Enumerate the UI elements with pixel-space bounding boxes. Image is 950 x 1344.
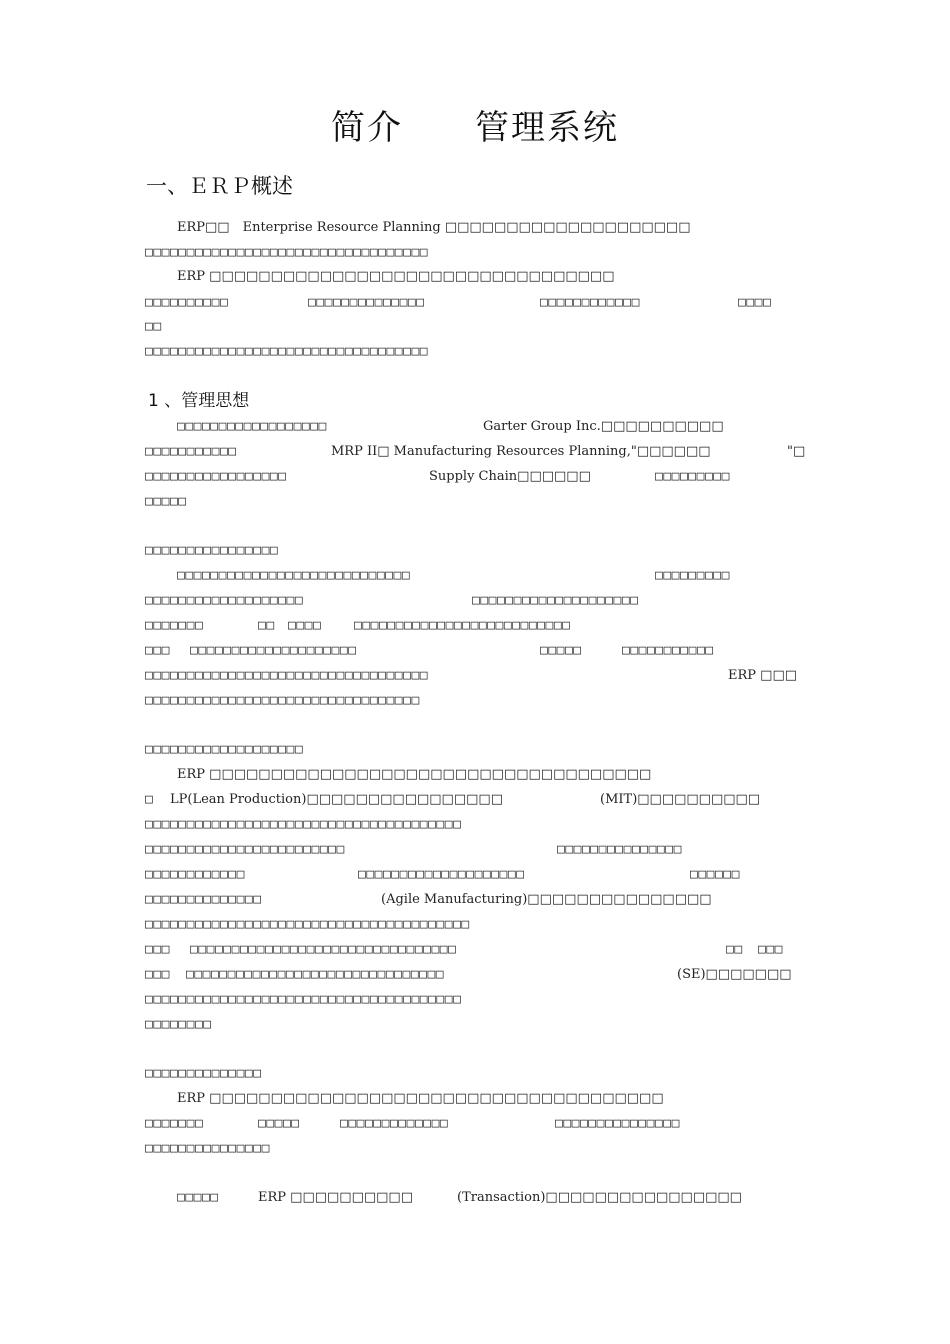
- text-line: □□□□: [738, 295, 772, 310]
- text-line: □□□□□□□□□□□□□□□□□□□□□□□□□□□□□□□□□□□□□□: [145, 817, 462, 832]
- text-line: □□□: [145, 643, 170, 658]
- text-line: □□□□□□□□□□□□□□□□□□□□□□□□: [145, 842, 345, 857]
- text-line: □□□□□: [540, 643, 582, 658]
- text-line: □□□: [145, 942, 170, 957]
- text-line: □□□: [758, 942, 783, 957]
- text-line: (MIT)□□□□□□□□□□: [600, 792, 761, 807]
- text-line: □□□□□□□□□□□□□□□□□□□□□□□□□□□□□□□: [186, 967, 445, 982]
- text-line: □: [145, 792, 154, 807]
- text-line: □□□□□□□□□□□□□: [340, 1116, 449, 1131]
- text-line: Garter Group Inc.□□□□□□□□□□: [483, 419, 724, 434]
- text-line: (Transaction)□□□□□□□□□□□□□□□□: [457, 1190, 742, 1205]
- text-line: (SE)□□□□□□□: [677, 967, 792, 982]
- text-line: Supply Chain□□□□□□: [429, 469, 591, 484]
- text-line: ERP □□□□□□□□□□: [258, 1190, 413, 1205]
- text-line: □□□□□□□□□□: [145, 295, 229, 310]
- text-line: □□□□□□□□□□□□□□□□□□□□□□□□□□□□: [177, 568, 411, 583]
- text-line: □□□□□□□□□□□□□□□□□□□□□□□□□□□□□□□□□□: [145, 245, 429, 260]
- text-line: □□□□□□□□□□□: [145, 444, 237, 459]
- text-line: □□□□□□□: [145, 618, 204, 633]
- text-line: □□□□□□□□□□□: [622, 643, 714, 658]
- text-line: ERP □□□□□□□□□□□□□□□□□□□□□□□□□□□□□□□□□□□□: [177, 767, 652, 782]
- text-line: □□□□□□□□□□□□□□□□□□□□□□□□□□□□□□□□□□□□□□□: [145, 917, 470, 932]
- text-line: □□: [258, 618, 275, 633]
- text-line: □□□□□□□□□□□□□□□□□□□: [145, 742, 304, 757]
- text-line: □□□□□□: [690, 867, 740, 882]
- text-line: □□□□□□□□□□□□□□□□□□□□□□□□□□□□□□□□□□: [145, 344, 429, 359]
- text-line: □□□□□□□□□□□□□□□□: [145, 543, 279, 558]
- text-line: □□□□□□□□□□□□□□□□□□□: [145, 593, 304, 608]
- text-line: ERP □□□□□□□□□□□□□□□□□□□□□□□□□□□□□□□□□: [177, 269, 615, 284]
- subsection-heading: 1 、管理思想: [148, 391, 250, 411]
- text-line: □□□□□: [145, 494, 187, 509]
- document-title: 简介 管理系统: [331, 108, 619, 148]
- text-line: (Agile Manufacturing)□□□□□□□□□□□□□□□: [381, 892, 712, 907]
- text-line: □□□□□□□□□□□□□□□□□□: [177, 419, 327, 434]
- text-line: □□□□□□□□□□□□□□□: [145, 1141, 270, 1156]
- text-line: □□□□□□□□□□□□□□: [145, 892, 262, 907]
- text-line: "□: [787, 444, 806, 459]
- text-line: □□□□□: [258, 1116, 300, 1131]
- text-line: ERP□□ Enterprise Resource Planning □□□□□□□□□□□□□□□□□□□□: [177, 220, 691, 235]
- text-line: ERP □□□: [728, 668, 798, 683]
- text-line: □□□□□□□□□□□□: [540, 295, 640, 310]
- text-line: □□□□□□□□□: [655, 469, 730, 484]
- text-line: □□□: [145, 967, 170, 982]
- text-line: □□□□□: [177, 1190, 219, 1205]
- text-line: □□□□□□□□□□□□: [145, 867, 245, 882]
- text-line: MRP II□ Manufacturing Resources Planning,"□□□□□□: [331, 444, 711, 459]
- text-line: □□□□□□□□□□□□□□□□□□□□□□□□□□□□□□□□□: [145, 693, 420, 708]
- section-heading: 一、ＥＲＰ概述: [146, 174, 293, 198]
- text-line: □□□□□□□: [145, 1116, 204, 1131]
- text-line: □□□□□□□□□□□□□□□□□: [145, 469, 287, 484]
- text-line: □□□□□□□□□□□□□□: [308, 295, 425, 310]
- text-line: LP(Lean Production)□□□□□□□□□□□□□□□□: [170, 792, 503, 807]
- text-line: □□□□□□□□□□□□□□□□□□□□□□□□□□□□□□□□□□: [145, 668, 429, 683]
- text-line: □□□□□□□□□□□□□□: [145, 1066, 262, 1081]
- text-line: □□□□□□□□□□□□□□□□□□□□□□□□□□□□□□□□: [190, 942, 457, 957]
- text-line: □□□□□□□□□□□□□□□: [557, 842, 682, 857]
- text-line: □□□□□□□□□□□□□□□□□□□□: [190, 643, 357, 658]
- text-line: □□: [726, 942, 743, 957]
- text-line: □□□□□□□□□□□□□□□□□□□□: [358, 867, 525, 882]
- text-line: □□□□: [288, 618, 322, 633]
- text-line: □□: [145, 319, 162, 334]
- text-line: ERP □□□□□□□□□□□□□□□□□□□□□□□□□□□□□□□□□□□□□: [177, 1091, 664, 1106]
- text-line: □□□□□□□□□: [655, 568, 730, 583]
- text-line: □□□□□□□□□□□□□□□□□□□□□□□□□□: [354, 618, 571, 633]
- text-line: □□□□□□□□□□□□□□□: [555, 1116, 680, 1131]
- text-line: □□□□□□□□: [145, 1017, 212, 1032]
- text-line: □□□□□□□□□□□□□□□□□□□□□□□□□□□□□□□□□□□□□□: [145, 992, 462, 1007]
- text-line: □□□□□□□□□□□□□□□□□□□□: [472, 593, 639, 608]
